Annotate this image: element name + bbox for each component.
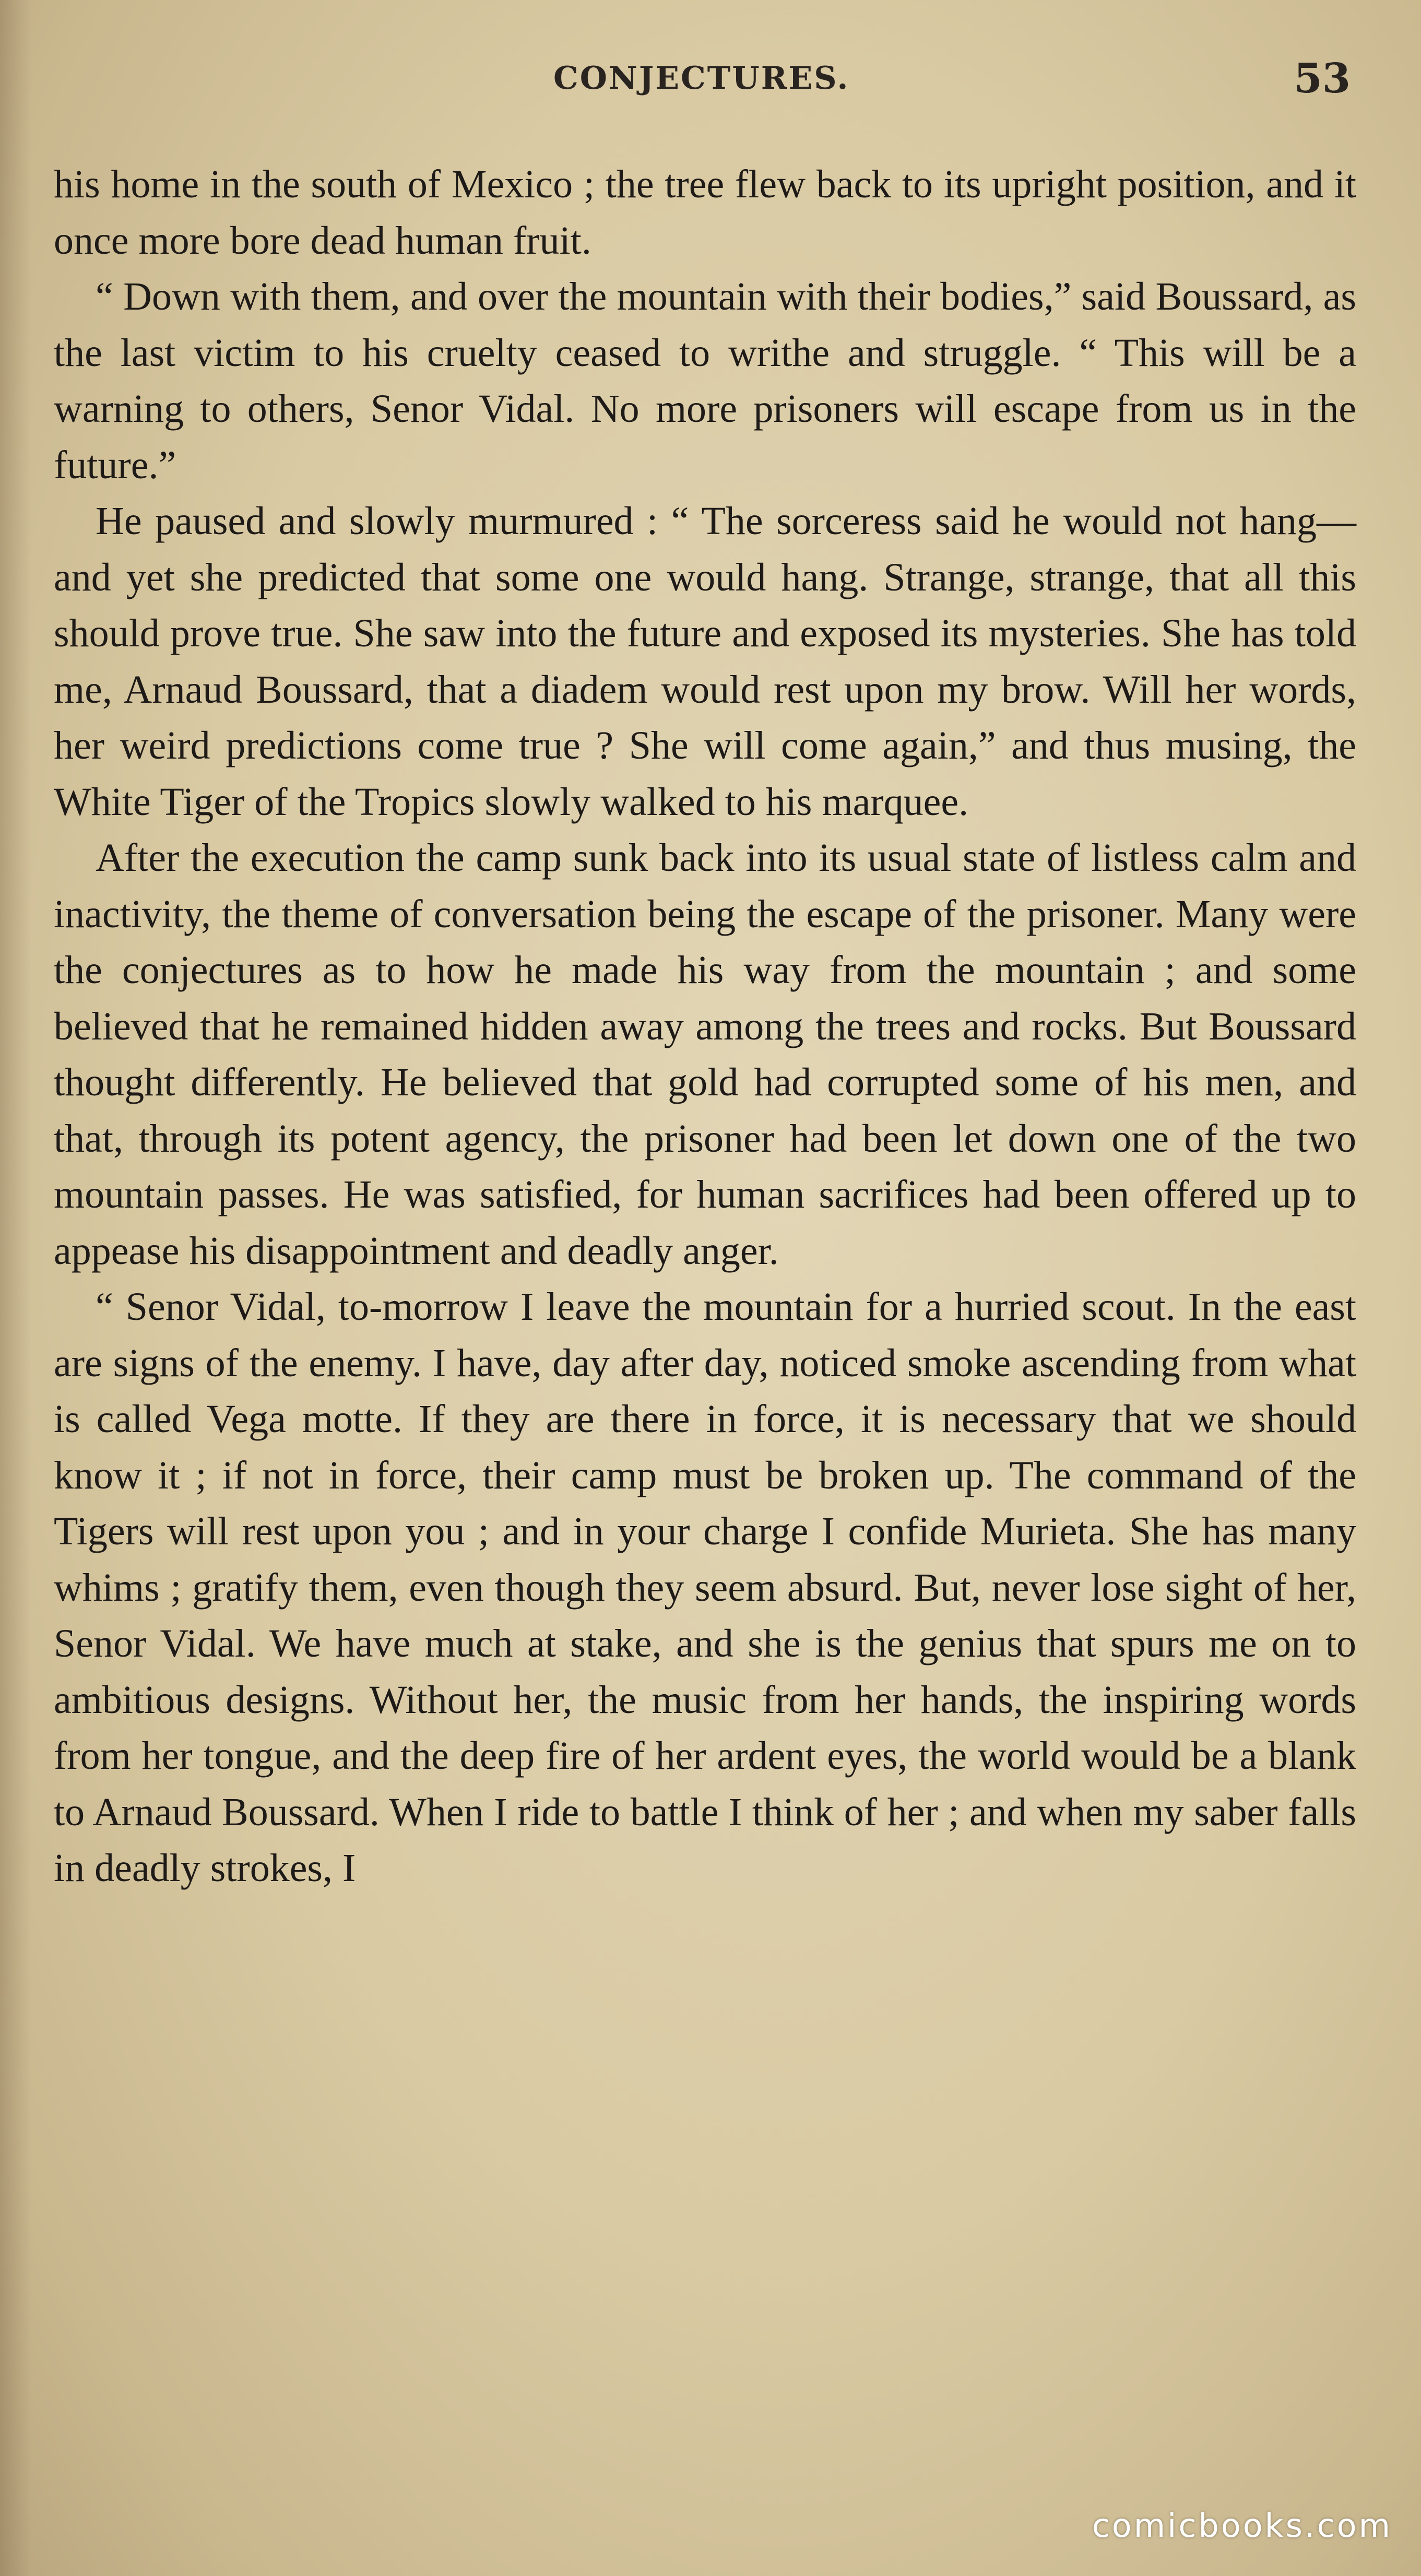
body-text [54,157,1356,1897]
paragraph: “ Senor Vidal, to-morrow I leave the mountain for a hurried scout. In the east are signs of the enemy. I have, day after day, noticed smoke ascending from what is called Vega motte. If they are there in force, it is necessary that we should know it ; if not in force, their camp must be broken up. The command of the Tigers will rest upon you ; and in your charge I confide Murieta. She has many whims ; gratify them, even though they seem absurd. But, never lose sight of her, Senor Vidal. We have much at stake, and she is the genius that spurs me on to ambitious designs. Without her, the music from her hands, the inspiring words from her tongue, and the deep fire of her ardent eyes, the world would be a blank to Arnaud Boussard. When I ride to battle I think of her ; and when my saber falls in deadly strokes, I [54,1285,1356,1890]
page-number: 53 [1294,55,1351,102]
watermark: comicbooks.com [1092,2507,1392,2545]
running-head [0,55,1421,117]
running-title: CONJECTURES. [553,60,850,97]
paragraph: He paused and slowly murmured : “ The sorceress said he would not hang—and yet she predicted that some one would hang. Strange, strange, that all this should prove true. She saw into the future and exposed its mysteries. She has told me, Arnaud Boussard, that a diadem would rest upon my brow. Will her words, her weird predictions come true ? She will come again,” and thus musing, the White Tiger of the Tropics slowly walked to his marquee. [54,499,1356,824]
page-binding-shadow [0,0,31,2576]
paragraph: After the execution the camp sunk back into its usual state of listless calm and inactivity, the theme of conversation being the escape of the prisoner. Many were the conjectures as to how he made his way from the mountain ; and some believed that he remained hidden away among the trees and rocks. But Boussard thought differently. He believed that gold had corrupted some of his men, and that, through its potent agency, the prisoner had been let down one of the two mountain passes. He was satisfied, for human sacrifices had been offered up to appease his disappointment and deadly anger. [54,836,1356,1273]
paragraph-continuation: his home in the south of Mexico ; the tree flew back to its upright position, and it once more bore dead human fruit. [54,162,1356,263]
paragraph: “ Down with them, and over the mountain with their bodies,” said Boussard, as the last victim to his cruelty ceased to writhe and struggle. “ This will be a warning to others, Senor Vidal. No more prisoners will escape from us in the future.” [54,275,1356,487]
